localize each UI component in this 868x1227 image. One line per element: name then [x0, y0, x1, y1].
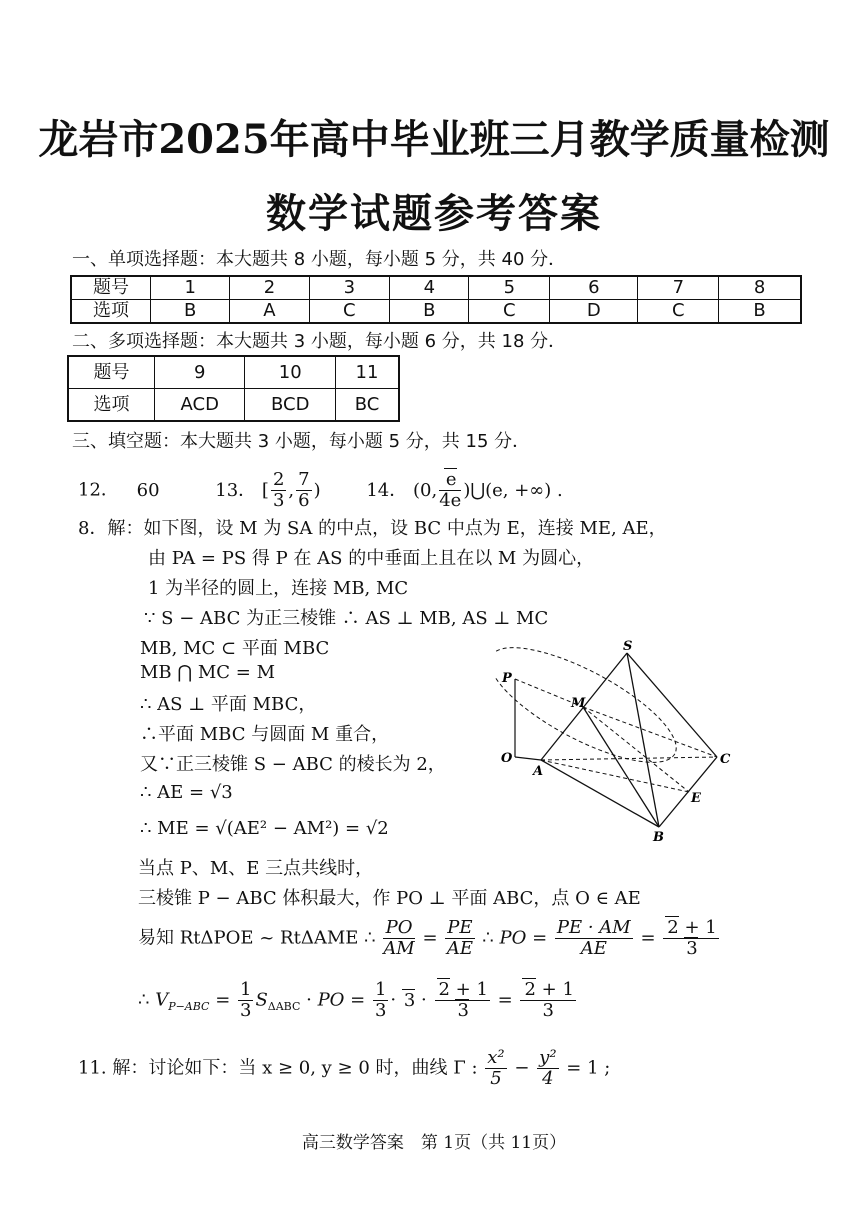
table-row: [71, 276, 801, 300]
question-number: 5: [469, 276, 550, 300]
section3-heading: 三、填空题：本大题共 3 小题，每小题 5 分，共 15 分．: [72, 431, 531, 452]
answer-cell: B: [151, 300, 230, 324]
q14-answer: (0, $\frac{e}{4e}$ )⋃(e, +∞) .: [413, 469, 563, 511]
question-number: 2: [230, 276, 309, 300]
edge-sc: [627, 653, 717, 757]
solution8-line2: 由 PA = PS 得 P 在 AS 的中垂面上且在以 M 为圆心，: [148, 548, 595, 569]
question-number: 8: [719, 276, 801, 300]
question-number: 4: [390, 276, 469, 300]
edge-ab: [541, 760, 659, 827]
solution8-line7: ∴ AS ⊥ 平面 MBC，: [140, 694, 317, 715]
label-b: B: [653, 830, 664, 845]
q13-answer: [ $\frac{2}{3}$ , $\frac{7}{6}$ ): [261, 469, 321, 511]
label-m: M: [571, 696, 586, 711]
answer-cell: B: [719, 300, 801, 324]
answer-cell: C: [469, 300, 550, 324]
row-label-question: 题号: [68, 356, 155, 389]
line-ae: [541, 760, 689, 792]
single-choice-answer-table: [70, 275, 802, 324]
section2-heading: 二、多项选择题：本大题共 3 小题，每小题 6 分，共 18 分．: [72, 331, 567, 352]
label-e: E: [691, 791, 701, 806]
answer-cell: BCD: [245, 389, 336, 422]
question-number: 9: [155, 356, 245, 389]
answer-cell: ACD: [155, 389, 245, 422]
solution8-line4: ∵ S − ABC 为正三棱锥 ∴ AS ⊥ MB, AS ⊥ MC: [144, 608, 549, 629]
solution8-line11: ∴ ME = √(AE² − AM²) = √2: [140, 818, 389, 839]
answer-cell: C: [309, 300, 390, 324]
row-label-answer: 选项: [68, 389, 155, 422]
label-o: O: [501, 751, 513, 766]
question-number: 1: [151, 276, 230, 300]
q12-answer: 60: [136, 479, 160, 501]
label-s: S: [623, 639, 633, 654]
label-c: C: [720, 752, 731, 767]
question-number: 6: [550, 276, 638, 300]
page-footer: 高三数学答案 第 1页（共 11页）: [301, 1133, 567, 1153]
label-p: P: [502, 671, 512, 686]
question-number: 3: [309, 276, 390, 300]
circle-m: [495, 635, 691, 784]
solution8-line8: ∴平面 MBC 与圆面 M 重合，: [140, 724, 390, 745]
solution8-line6: MB ⋂ MC = M: [140, 662, 276, 683]
label-a: A: [533, 764, 544, 779]
line-mc: [583, 707, 717, 757]
row-label-answer: 选项: [71, 300, 151, 324]
solution8-line1: 8．解：如下图，设 M 为 SA 的中点，设 BC 中点为 E，连接 ME, AE，: [78, 518, 667, 539]
solution8-volume: ∴ $V_{P-ABC}$ = $\frac{1}{3}$ $S_{\Delta ABC}$ · PO = $\frac{1}{3}$ · 3 · $\frac{2 + 1}{3}$ = $\frac{2 + 1}{3}$: [138, 979, 574, 1021]
solution8-line15-prefix: ∴: [138, 989, 150, 1011]
page-title: 龙岩市2025年高中毕业班三月教学质量检测: [38, 116, 830, 163]
solution8-similar-triangles: 易知 RtΔPOE ~ RtΔAME ∴ $\frac{PO}{AM}$ = $\frac{PE}{AE}$ ∴ PO = $\frac{PE \cdot AM}{AE}$ = $\frac{2 + 1}{3}$: [138, 917, 717, 959]
table-row: [71, 300, 801, 324]
solution8-line9: 又∵正三棱锥 S − ABC 的棱长为 2，: [140, 754, 446, 775]
solution8-line5: MB, MC ⊂ 平面 MBC: [140, 638, 330, 659]
table-row: [68, 389, 399, 422]
solution8-line14-prefix: 易知 RtΔPOE ~ RtΔAME ∴: [138, 927, 376, 949]
tetrahedron-figure: [495, 635, 740, 845]
table-row: [68, 356, 399, 389]
page-subtitle: 数学试题参考答案: [266, 190, 602, 237]
section1-heading: 一、单项选择题：本大题共 8 小题，每小题 5 分，共 40 分．: [72, 249, 567, 270]
edge-ac: [541, 757, 717, 760]
row-label-question: 题号: [71, 276, 151, 300]
multi-choice-answer-table: [67, 355, 400, 422]
solution8-line12: 当点 P、M、E 三点共线时，: [138, 858, 374, 879]
q12-number: 12．: [78, 479, 119, 501]
question-number: 10: [245, 356, 336, 389]
answer-cell: A: [230, 300, 309, 324]
question-number: 7: [638, 276, 719, 300]
answer-cell: D: [550, 300, 638, 324]
solution8-line3: 1 为半径的圆上，连接 MB, MC: [148, 578, 409, 599]
answer-cell: B: [390, 300, 469, 324]
q13-number: 13．: [215, 479, 257, 501]
solution8-line10: ∴ AE = √3: [140, 782, 233, 803]
question-number: 11: [336, 356, 400, 389]
q14-number: 14．: [366, 479, 408, 501]
solution11-line1: 11. 解：讨论如下：当 x ≥ 0, y ≥ 0 时，曲线 Γ : $\frac{\text{x²}}{5}$ − $\frac{\text{y²}}{4}$ = 1 ;: [78, 1047, 611, 1089]
fill-blank-answers: [78, 470, 563, 511]
solution11-prefix: 11. 解：讨论如下：当 x ≥ 0, y ≥ 0 时，曲线 Γ :: [78, 1057, 478, 1079]
solution8-line13: 三棱锥 P − ABC 体积最大，作 PO ⊥ 平面 ABC，点 O ∈ AE: [138, 888, 641, 909]
line-oa: [515, 757, 541, 760]
answer-cell: C: [638, 300, 719, 324]
answer-cell: BC: [336, 389, 400, 422]
